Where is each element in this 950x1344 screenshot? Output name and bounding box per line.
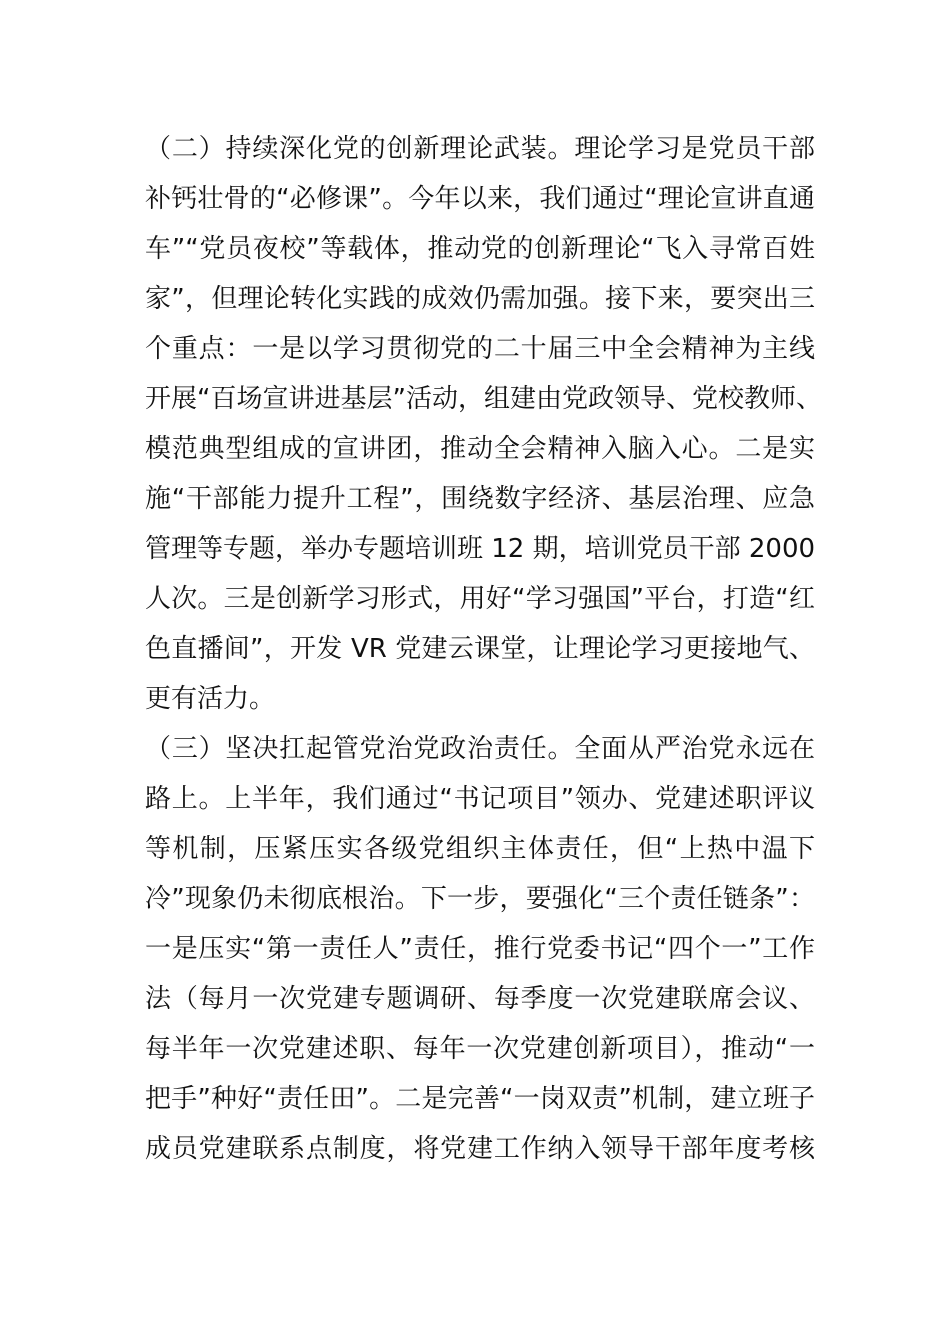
text-line: 施“干部能力提升工程”，围绕数字经济、基层治理、应急 bbox=[145, 484, 815, 514]
text-line: 等机制，压紧压实各级党组织主体责任，但“上热中温下 bbox=[145, 834, 815, 864]
text-line: 模范典型组成的宣讲团，推动全会精神入脑入心。二是实 bbox=[145, 434, 815, 464]
text-line: 色直播间”，开发 VR 党建云课堂，让理论学习更接地气、 bbox=[145, 634, 815, 664]
text-line: 每半年一次党建述职、每年一次党建创新项目），推动“一 bbox=[145, 1034, 815, 1064]
body-text bbox=[145, 124, 822, 1174]
paragraph-2 bbox=[145, 124, 822, 724]
text-line: 路上。上半年，我们通过“书记项目”领办、党建述职评议 bbox=[145, 784, 815, 814]
text-line: 更有活力。 bbox=[145, 684, 276, 714]
text-line: 把手”种好“责任田”。二是完善“一岗双责”机制，建立班子 bbox=[145, 1084, 815, 1114]
text-line: （二）持续深化党的创新理论武装。理论学习是党员干部 bbox=[145, 134, 815, 164]
text-line: 成员党建联系点制度，将党建工作纳入领导干部年度考核 bbox=[145, 1134, 815, 1164]
text-line: 一是压实“第一责任人”责任，推行党委书记“四个一”工作 bbox=[145, 934, 815, 964]
text-line: 法（每月一次党建专题调研、每季度一次党建联席会议、 bbox=[145, 984, 815, 1014]
text-line: 开展“百场宣讲进基层”活动，组建由党政领导、党校教师、 bbox=[145, 384, 822, 414]
text-line: 家”，但理论转化实践的成效仍需加强。接下来，要突出三 bbox=[145, 284, 815, 314]
text-line: （三）坚决扛起管党治党政治责任。全面从严治党永远在 bbox=[145, 734, 815, 764]
text-line: 管理等专题，举办专题培训班 12 期，培训党员干部 2000 bbox=[145, 534, 816, 564]
text-line: 个重点：一是以学习贯彻党的二十届三中全会精神为主线 bbox=[145, 334, 815, 364]
paragraph-3 bbox=[145, 724, 815, 1174]
text-line: 补钙壮骨的“必修课”。今年以来，我们通过“理论宣讲直通 bbox=[145, 184, 815, 214]
text-line: 车”“党员夜校”等载体，推动党的创新理论“飞入寻常百姓 bbox=[145, 234, 815, 264]
text-line: 冷”现象仍未彻底根治。下一步，要强化“三个责任链条”： bbox=[145, 884, 815, 914]
text-line: 人次。三是创新学习形式，用好“学习强国”平台，打造“红 bbox=[145, 584, 815, 614]
